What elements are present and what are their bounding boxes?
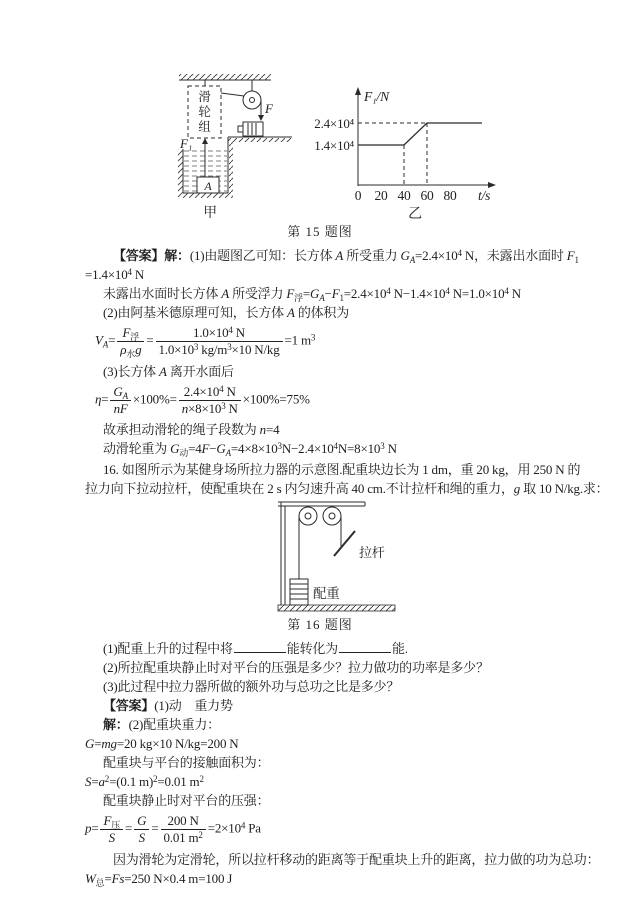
y-tick-low: 1.4×10⁴ <box>314 138 354 153</box>
answer15-line: 动滑轮重为 $G_动=4F-G_A=4\times 8\times 10^3N-2.4\times 10^4N=8\times 10^3$ N <box>103 441 397 458</box>
answer15-equation: $V_A=$ $\frac{F_浮}{\rho_水g}$ = $\frac{1.0\times 10^4 N}{1.0\times 10^3 kg/m^3\times 10 N/kg}$ =1 $m^3$ <box>95 325 316 360</box>
base-platform <box>278 605 395 611</box>
x-tick: 20 <box>374 188 388 203</box>
answer16-line: 因为滑轮为定滑轮，所以拉杆移动的距离等于配重块上升的距离，拉力做的功为总功： <box>113 851 600 867</box>
problem16-line: 拉力向下拉动拉杆，使配重块在 2 s 内匀速升高 40 cm.不计拉杆和绳的重力，g 取 10 N/kg.求： <box>85 481 609 496</box>
fixed-pulley <box>221 80 261 109</box>
question16-line: (1)配重上升的过程中将 能转化为 能. <box>103 641 408 656</box>
pull-rod <box>334 531 355 556</box>
pulley-box-char: 组 <box>198 120 211 134</box>
answer15-line: 故承担动滑轮的绳子段数为 n=4 <box>103 422 280 437</box>
x-tick: 40 <box>397 188 411 203</box>
answer15-line: (3)长方体 A 离开水面后 <box>103 363 234 379</box>
problem-16-block <box>85 460 609 498</box>
subfigure-jia-label: 甲 <box>203 206 217 220</box>
weight-label: 配重 <box>313 586 340 601</box>
question16-line: (2)所拉配重块静止时对平台的压强是多少？拉力做功的功率是多少？ <box>103 660 489 675</box>
x-tick-labels <box>355 188 457 203</box>
x-tick: 0 <box>354 188 362 203</box>
y-tick-high: 2.4×10⁴ <box>314 116 354 131</box>
pulley-box-char: 滑 <box>198 90 211 104</box>
answer15-line: 【答案】解：(1)由题图乙可知：长方体 A 所受重力 $G_A=2.4\times 10^4$ N，未露出水面时 $F_1$ <box>113 248 579 265</box>
answer15-line: (2)由阿基米德原理可知，长方体 A 的体积为 <box>103 305 350 320</box>
answer15-line: $=1.4\times 10^4$ N <box>85 267 145 282</box>
answer-15-block <box>85 246 585 458</box>
answer15-equation: η= $\frac{G_A}{nF}$ ×100%= $\frac{2.4\times 10^4 N}{n\times 8\times 10^3 N}$ ×100%=75% <box>95 383 310 416</box>
x-tick: 60 <box>420 188 434 203</box>
pulley-box-char: 轮 <box>198 105 211 119</box>
answer16-line: 解：(2)配重块重力： <box>103 717 220 732</box>
figure-16-exercise-machine <box>265 498 415 613</box>
figure-15-caption: 第 15 题图 <box>287 224 353 239</box>
figure-15 <box>165 72 640 220</box>
ceiling <box>179 74 271 80</box>
answer16-line: $W_总=Fs=250$ N×0.4 m=100 J <box>85 870 233 888</box>
x-axis-label: t/s <box>478 188 491 203</box>
block-A <box>197 177 219 193</box>
y-axis-label: F₁/N <box>364 89 389 104</box>
figure-15-force-time-graph <box>295 85 500 220</box>
x-tick: 80 <box>443 188 457 203</box>
questions-16-block <box>85 639 600 888</box>
answer16-line: 配重块与平台的接触面积为： <box>103 755 270 770</box>
answer16-line: G=mg=20 kg×10 N/kg=200 N <box>85 736 239 751</box>
answer16-header: 【答案】(1)动 重力势 <box>103 698 233 713</box>
fixed-pulleys <box>299 506 341 525</box>
force-F-label: F <box>265 101 273 116</box>
ground-step <box>228 137 292 193</box>
figure-16-caption: 第 16 题图 <box>287 617 353 632</box>
figure-16 <box>265 498 640 613</box>
force-F1-label: F₁ <box>180 136 193 151</box>
pull-rod-label: 拉杆 <box>359 545 385 560</box>
block-A-label: A <box>204 179 212 193</box>
answer15-line: 未露出水面时长方体 A 所受浮力 $F_浮=G_A-F_1=2.4\times 10^4$ $N-1.4\times 10^4$ $N=1.0\times 10^4$ N <box>103 286 521 303</box>
weight-stack <box>290 579 308 605</box>
pulley-group-box <box>188 86 221 138</box>
answer16-line: $S=a^2=(0.1$ m)$^2$=0.01 $m^2$ <box>85 774 204 789</box>
subfigure-yi-label: 乙 <box>408 207 422 220</box>
answer16-line: 配重块静止时对平台的压强： <box>103 793 270 808</box>
question16-line: (3)此过程中拉力器所做的额外功与总功之比是多少？ <box>103 679 400 694</box>
figure-15-pulley-water-diagram <box>165 72 295 220</box>
answer16-equation: p= $\frac{F_压}{S}$ = $\frac{G}{S}$ = $\frac{200 N}{0.01 m^2}$ $=2\times 10^4$ Pa <box>85 813 261 846</box>
data-line <box>358 123 482 145</box>
motor <box>238 122 263 136</box>
problem16-line: 16. 如图所示为某健身场所拉力器的示意图.配重块边长为 1 dm，重 20 kg，用 250 N 的 <box>103 462 581 477</box>
